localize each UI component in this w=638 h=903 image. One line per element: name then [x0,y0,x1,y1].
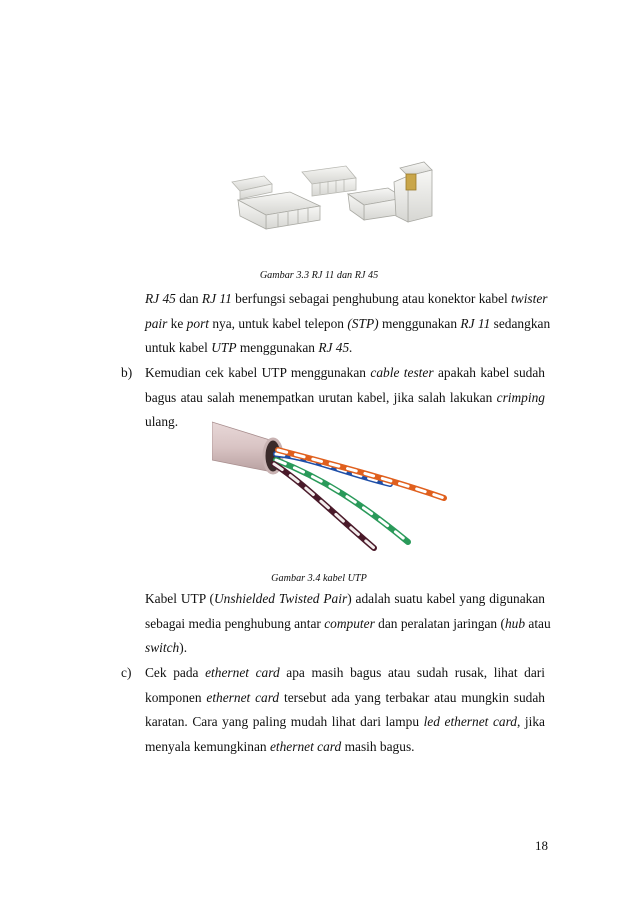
list-marker-c: c) [121,665,132,680]
text-port: port [186,315,209,331]
text: menggunakan [236,340,319,356]
text-stp: (STP) [347,315,379,331]
text: masih bagus. [341,738,415,754]
text-cable-tester: cable tester [370,365,434,380]
text: apakah kabel sudah [433,365,545,380]
text: apa masih bagus atau sudah rusak, lihat dari [279,665,545,680]
text: karatan. Cara yang paling mudah lihat dari lampu [145,714,424,730]
paragraph-rj-function [145,287,551,361]
text: menggunakan [378,315,461,331]
text: berfungsi sebagai penghubung atau konektor kabel [231,291,512,306]
text: dan [175,291,202,306]
list-marker-b: b) [121,365,133,380]
text: atau [525,615,551,631]
text-led-ethernet-card: led ethernet card [423,714,517,730]
text-ethernet-card: ethernet card [205,665,280,680]
text: sedangkan [490,315,551,331]
text-hub: hub [504,615,526,631]
text: menyala kemungkinan [145,738,270,754]
text-rj45: RJ 45 [145,291,176,306]
text-crimping: crimping [496,389,545,405]
text-computer: computer [324,615,375,631]
text: ) adalah suatu kabel yang digunakan [347,591,545,606]
text: tersebut ada yang terbakar atau mungkin sudah [279,689,545,705]
page-number: 18 [535,838,548,853]
text-switch: switch [145,640,180,656]
rj45-connector-upright [394,162,432,222]
text-ethernet-card: ethernet card [206,689,280,705]
text-rj45: RJ 45. [318,340,353,356]
paragraph-utp-definition [145,587,551,661]
text: ulang. [145,414,179,430]
rj45-connector-back [302,166,356,196]
text-unshielded-twisted-pair: Unshielded Twisted Pair [213,591,348,606]
rj45-connector-front [238,192,320,229]
rj-connectors-image [228,158,434,234]
text-utp: UTP [211,340,237,356]
text: sebagai media penghubung antar [145,615,325,631]
text: untuk kabel [145,340,212,356]
text: komponen [145,689,207,705]
text-rj11: RJ 11 [460,315,491,331]
text: ). [179,640,188,656]
text-pair: pair [145,315,168,331]
text-ethernet-card: ethernet card [269,738,342,754]
list-item-c [145,661,545,759]
text: nya, untuk kabel telepon [209,315,348,331]
utp-cable-image [212,420,450,560]
text: ke [167,315,187,331]
text: Cek pada [145,665,206,680]
figure-caption-3-4: Gambar 3.4 kabel UTP [271,573,367,584]
text-twister: twister [511,291,548,306]
text-rj11: RJ 11 [201,291,232,306]
text: dan peralatan jaringan ( [374,615,505,631]
text: , jika [517,714,545,730]
text: Kabel UTP ( [145,591,214,606]
text: bagus atau salah menempatkan urutan kabel, jika salah lakukan [145,389,497,405]
text: Kemudian cek kabel UTP menggunakan [145,365,371,380]
twisted-pairs [274,450,444,548]
figure-caption-3-3: Gambar 3.3 RJ 11 dan RJ 45 [259,270,379,281]
